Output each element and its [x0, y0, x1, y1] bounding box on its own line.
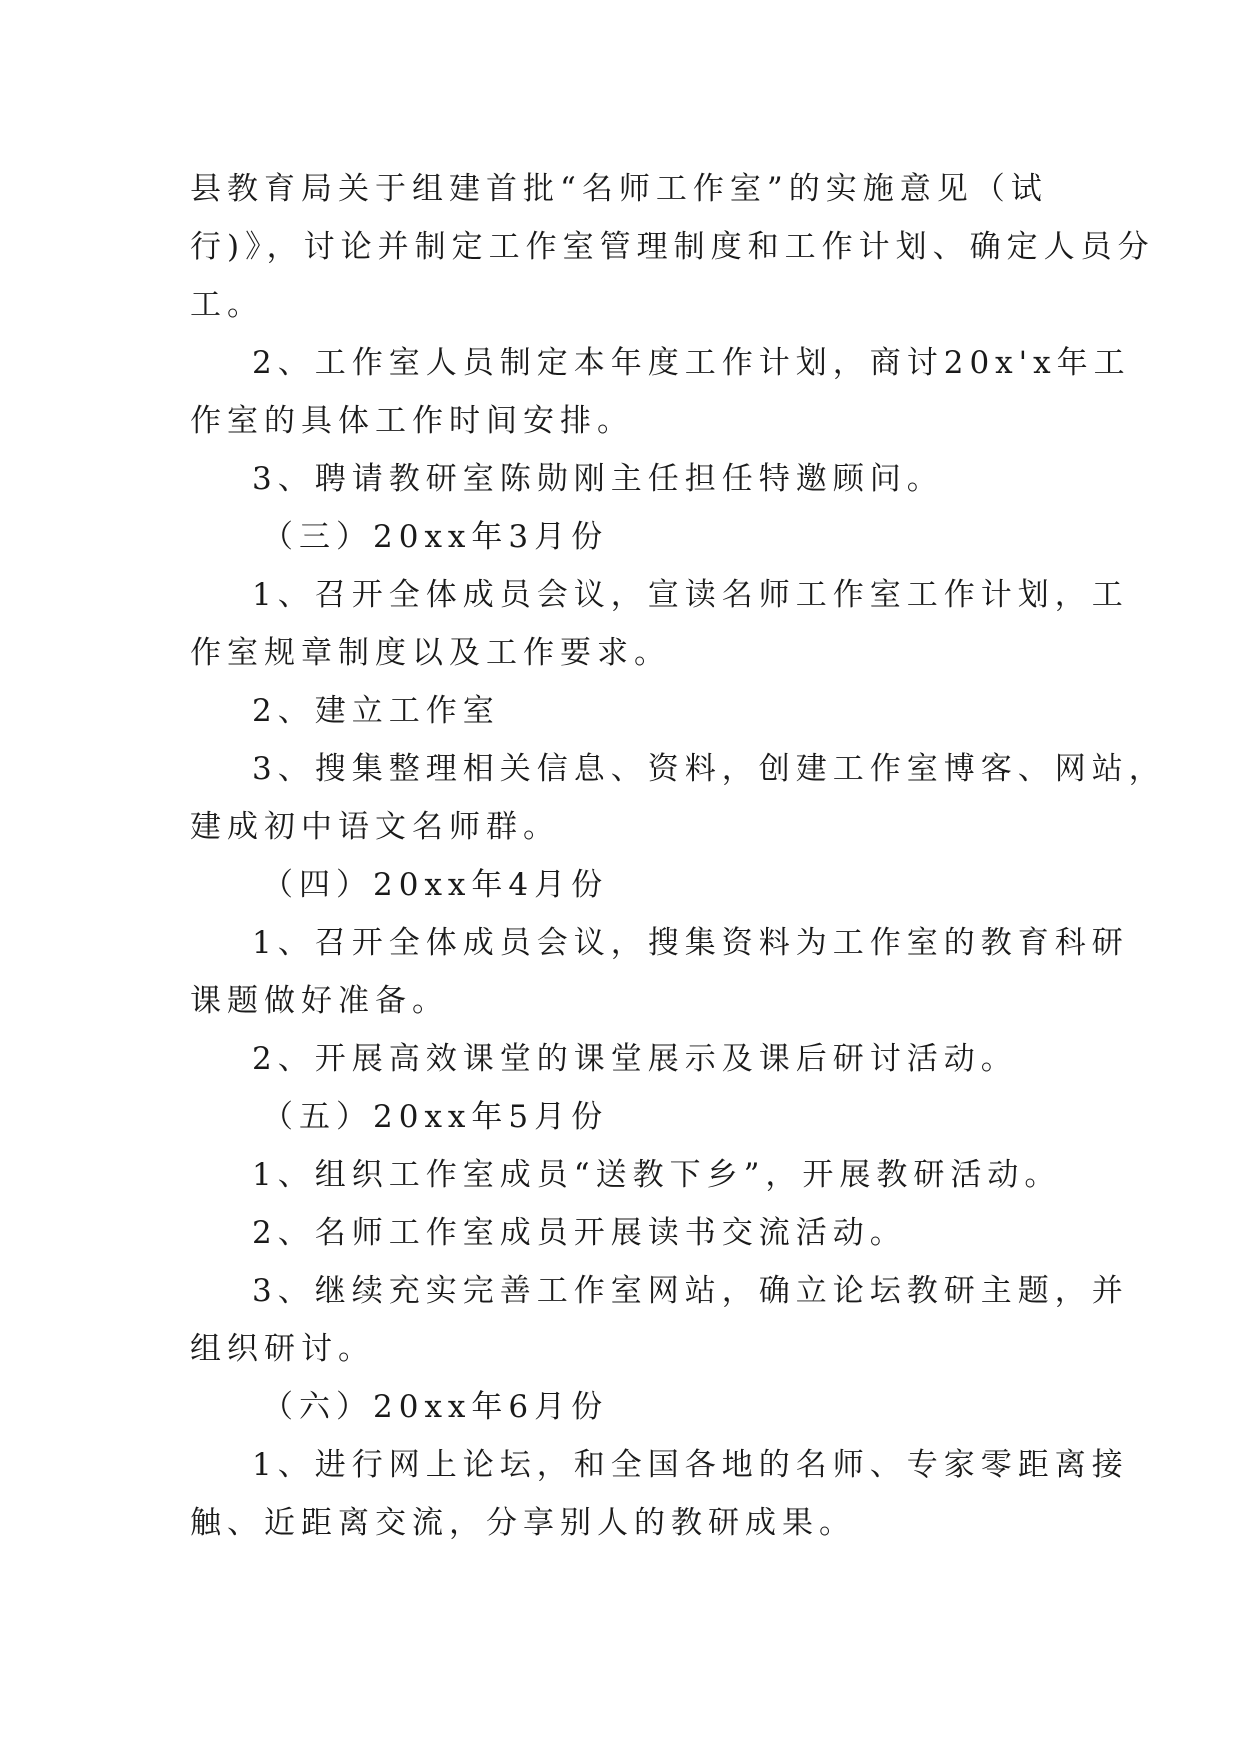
section-heading: （六）20xx年6月份: [262, 1389, 609, 1425]
list-item: 3、搜集整理相关信息、资料，创建工作室博客、网站，: [252, 751, 1166, 787]
list-item: 1、召开全体成员会议，搜集资料为工作室的教育科研: [252, 925, 1129, 961]
section-heading: （五）20xx年5月份: [262, 1099, 609, 1135]
list-item: 3、继续充实完善工作室网站，确立论坛教研主题，并: [252, 1273, 1129, 1309]
list-item: 1、组织工作室成员“送教下乡”，开展教研活动。: [252, 1157, 1062, 1193]
text-line: 作室的具体工作时间安排。: [190, 403, 634, 439]
text-line: 建成初中语文名师群。: [190, 809, 560, 845]
list-item: 2、工作室人员制定本年度工作计划，商讨20x'x年工: [252, 345, 1131, 381]
list-item: 3、聘请教研室陈勋刚主任担任特邀顾问。: [252, 461, 944, 497]
text-line: 县教育局关于组建首批“名师工作室”的实施意见（试: [190, 171, 1048, 207]
text-line: 课题做好准备。: [190, 983, 449, 1019]
section-heading: （四）20xx年4月份: [262, 867, 609, 903]
document-body: [190, 160, 1166, 1552]
section-heading: （三）20xx年3月份: [262, 519, 609, 555]
list-item: 2、名师工作室成员开展读书交流活动。: [252, 1215, 907, 1251]
list-item: 1、召开全体成员会议，宣读名师工作室工作计划，工: [252, 577, 1129, 613]
list-item: 1、进行网上论坛，和全国各地的名师、专家零距离接: [252, 1447, 1129, 1483]
list-item: 2、开展高效课堂的课堂展示及课后研讨活动。: [252, 1041, 1018, 1077]
text-line: 作室规章制度以及工作要求。: [190, 635, 671, 671]
list-item: 2、建立工作室: [252, 693, 500, 729]
text-line: 触、近距离交流，分享别人的教研成果。: [190, 1505, 856, 1541]
text-line: 组织研讨。: [190, 1331, 375, 1367]
text-line: 工。: [190, 287, 264, 323]
text-line: 行)》，讨论并制定工作室管理制度和工作计划、确定人员分: [190, 229, 1155, 265]
